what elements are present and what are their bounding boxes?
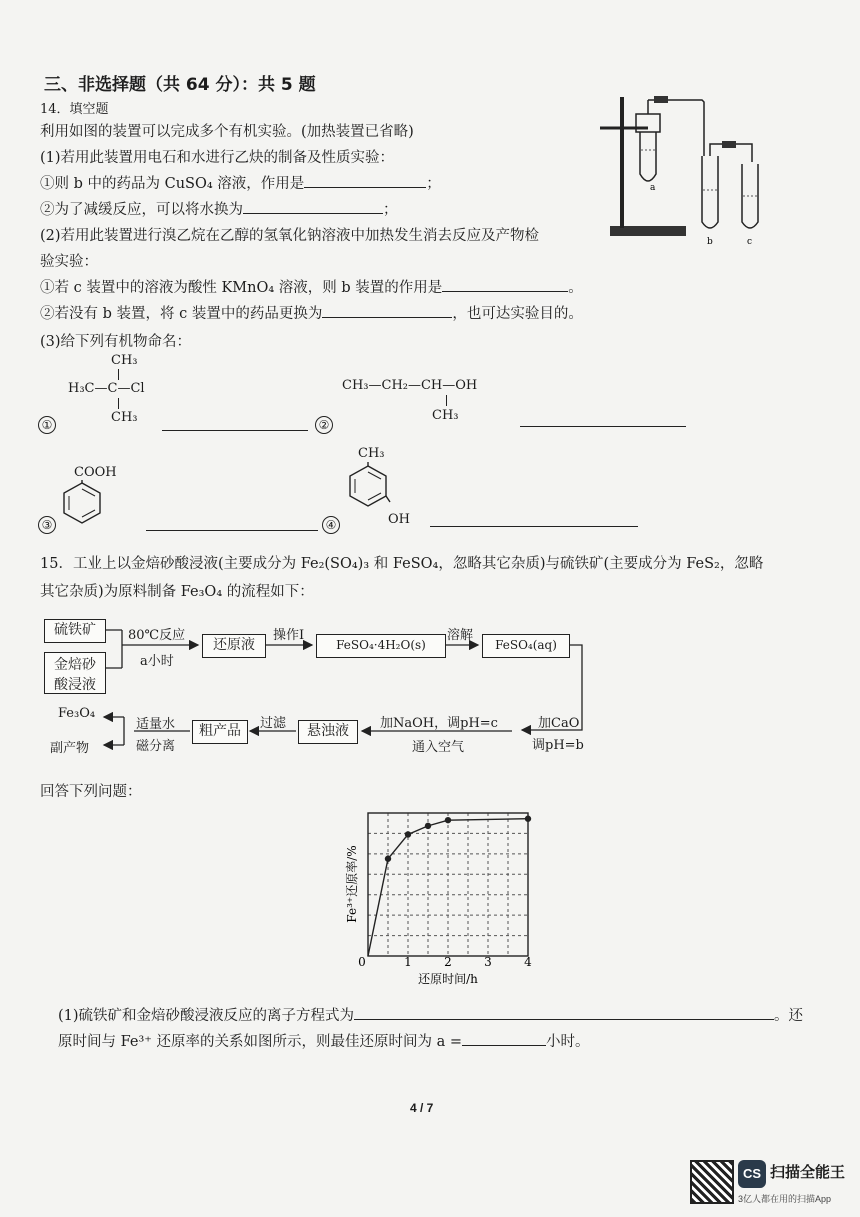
flow-fe3o4: Fe₃O₄ — [58, 706, 96, 721]
flow-arrow1-bottom: a小时 — [140, 654, 174, 669]
flow-pyrite: 硫铁矿 — [44, 619, 106, 643]
flow-calcine-line1: 金焙砂 — [54, 657, 96, 673]
q14-number: 14．填空题 — [40, 102, 109, 117]
q14-part1-2-text: ②为了减缓反应，可以将水换为 — [40, 202, 243, 218]
chart-grid — [368, 813, 528, 956]
x-tick-label: 3 — [484, 955, 492, 969]
q15-line2: 其它杂质)为原料制备 Fe₃O₄ 的流程如下： — [40, 584, 314, 600]
data-point — [445, 817, 451, 823]
flow-naoh-1: 加NaOH，调pH=c — [380, 716, 498, 731]
circled-4: ④ — [322, 516, 340, 534]
m2-bottom: CH₃ — [432, 408, 459, 423]
flow-cao-2: 调pH=b — [532, 738, 584, 753]
answer-blank[interactable] — [462, 1031, 546, 1046]
flow-aq: FeSO₄(aq) — [482, 634, 570, 658]
flow-filter: 过滤 — [260, 716, 287, 731]
q15-1-a — [58, 1004, 803, 1025]
flow-calcine-line2: 酸浸液 — [54, 677, 96, 693]
q14-part1: (1)若用此装置用电石和水进行乙炔的制备及性质实验： — [40, 150, 395, 166]
flow-crude: 粗产品 — [192, 720, 248, 744]
reduction-rate-chart — [320, 800, 570, 990]
flow-suspension: 悬浊液 — [298, 720, 358, 744]
semicolon: ； — [383, 202, 398, 218]
flow-water: 适量水 — [136, 717, 176, 732]
flow-byproduct: 副产物 — [50, 741, 90, 756]
x-tick-label: 0 — [358, 955, 366, 969]
flow-reduced: 还原液 — [202, 634, 266, 658]
flow-op1: 操作I — [273, 628, 305, 643]
flow-calcine — [44, 652, 106, 694]
q14-intro: 利用如图的装置可以完成多个有机实验。(加热装置已省略) — [40, 124, 414, 140]
q15-1-a-text: (1)硫铁矿和金焙砂酸浸液反应的离子方程式为 — [58, 1008, 355, 1024]
flow-naoh-2: 通入空气 — [412, 740, 465, 755]
label-c: c — [747, 237, 753, 247]
flow-arrow1-top: 80℃反应 — [128, 628, 186, 643]
answer-blank[interactable] — [354, 1005, 774, 1020]
scanner-subtitle: 3亿人都在用的扫描App — [738, 1194, 832, 1204]
m4-top: CH₃ — [358, 446, 385, 461]
data-point — [405, 831, 411, 837]
circled-3: ③ — [38, 516, 56, 534]
label-b: b — [707, 237, 713, 247]
q14-part2-1-text: ①若 c 装置中的溶液为酸性 KMnO₄ 溶液，则 b 装置的作用是 — [40, 280, 443, 296]
flow-crystal: FeSO₄·4H₂O(s) — [316, 634, 446, 658]
m1-main: H₃C—C—Cl — [68, 381, 145, 396]
x-tick-label: 2 — [444, 955, 452, 969]
scanner-name: 扫描全能王 — [770, 1164, 846, 1181]
semicolon: ； — [426, 176, 441, 192]
data-point — [385, 856, 391, 862]
q15-1-a-end: 。还 — [774, 1008, 804, 1024]
q14-part2-a: (2)若用此装置进行溴乙烷在乙醇的氢氧化钠溶液中加热发生消去反应及产物检 — [40, 228, 540, 244]
q14-part1-1-text: ①则 b 中的药品为 CuSO₄ 溶液，作用是 — [40, 176, 305, 192]
q15-1-b-text: 原时间与 Fe³⁺ 还原率的关系如图所示，则最佳还原时间为 a = — [58, 1034, 463, 1050]
flow-magnetic: 磁分离 — [136, 739, 176, 754]
label-a: a — [650, 183, 656, 193]
q15-1-b-end: 小时。 — [546, 1034, 590, 1050]
data-point — [425, 823, 431, 829]
flow-cao-1: 加CaO — [538, 716, 580, 731]
m1-bottom: CH₃ — [111, 410, 138, 425]
qr-code-icon — [690, 1160, 734, 1204]
q14-part2-2-text: ②若没有 b 装置，将 c 装置中的药品更换为 — [40, 306, 323, 322]
circled-1: ① — [38, 416, 56, 434]
x-tick-label: 4 — [524, 955, 532, 969]
q14-part3: (3)给下列有机物命名： — [40, 334, 192, 350]
m1-top: CH₃ — [111, 353, 138, 368]
scanner-logo-icon: CS — [738, 1160, 766, 1188]
circled-2: ② — [315, 416, 333, 434]
m2-main: CH₃—CH₂—CH—OH — [342, 378, 478, 393]
x-axis-label: 还原时间/h — [418, 972, 478, 986]
section-title: 三、非选择题（共 64 分）：共 5 题 — [44, 75, 316, 95]
part2-2-end: ，也可达实验目的。 — [452, 306, 583, 322]
x-tick-label: 1 — [404, 955, 412, 969]
m4-bottom: OH — [388, 512, 410, 527]
q14-part2-b: 验实验： — [40, 254, 98, 270]
answer-prompt: 回答下列问题： — [40, 784, 142, 800]
flow-dissolve: 溶解 — [447, 628, 474, 643]
data-point — [525, 816, 531, 822]
page-number: 4 / 7 — [410, 1101, 434, 1115]
q15-line1: 15．工业上以金焙砂酸浸液(主要成分为 Fe₂(SO₄)₃ 和 FeSO₄，忽略其它杂质)与硫铁矿(主要成分为 FeS₂，忽略 — [40, 556, 764, 572]
q15-1-b — [58, 1030, 590, 1051]
m3-group: COOH — [74, 465, 117, 480]
y-axis-label: Fe³⁺还原率/% — [345, 845, 359, 923]
period: 。 — [568, 280, 583, 296]
